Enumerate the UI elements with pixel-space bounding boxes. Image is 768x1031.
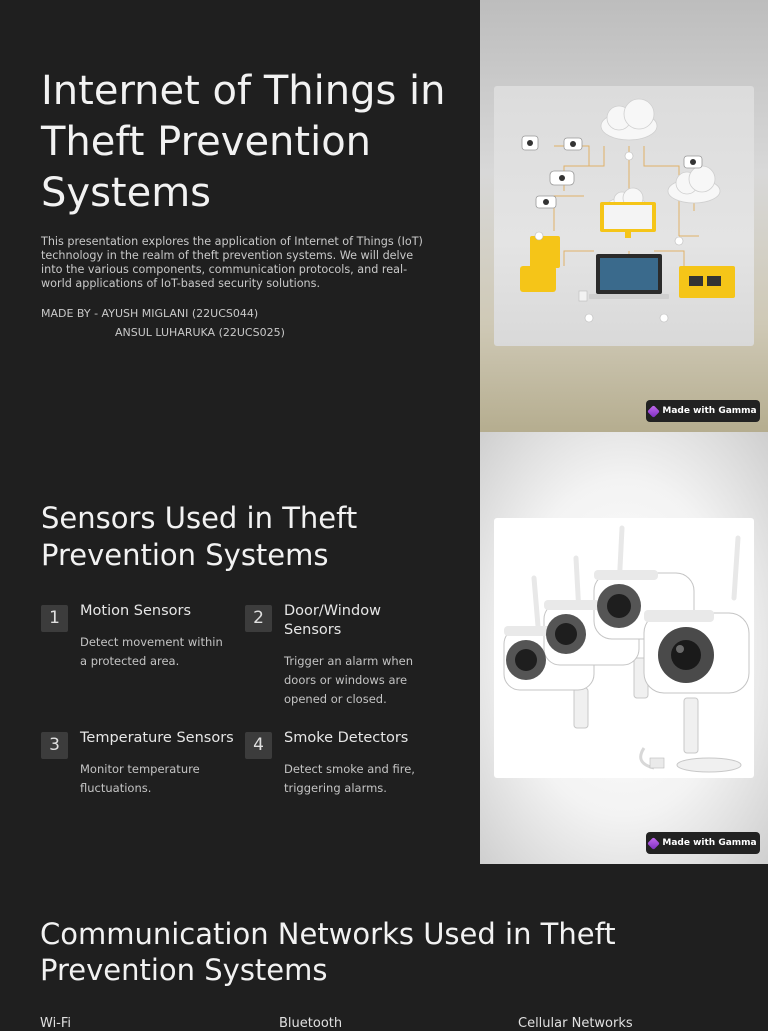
slide-title: Internet of Things in Theft Prevention Systems	[41, 68, 446, 216]
authors	[41, 304, 441, 342]
gamma-logo-icon	[648, 405, 661, 418]
sensor-name: Temperature Sensors	[80, 730, 234, 746]
sensor-desc: Trigger an alarm when doors or windows are opened or closed.	[284, 654, 414, 706]
network-item-bluetooth: Bluetooth	[279, 1016, 343, 1031]
network-item-wifi: Wi-Fi	[40, 1016, 72, 1031]
made-with-gamma-badge[interactable]	[646, 400, 760, 422]
camera-illustration	[494, 518, 754, 778]
made-with-gamma-badge[interactable]	[646, 832, 760, 854]
sensor-name: Smoke Detectors	[284, 730, 409, 746]
gamma-logo-icon	[648, 837, 661, 850]
sensor-name: Door/Window Sensors	[284, 603, 381, 638]
slide-intro	[0, 0, 768, 432]
sensor-number: 2	[245, 605, 272, 632]
iot-cloud-devices-icon	[494, 86, 754, 346]
author-line-1: MADE BY - AYUSH MIGLANI (22UCS044)	[41, 307, 259, 320]
sensors-title: Sensors Used in Theft Prevention Systems	[41, 501, 358, 572]
security-cameras-icon	[494, 518, 754, 778]
image-panel	[480, 0, 768, 432]
author-line-2: ANSUL LUHARUKA (22UCS025)	[115, 326, 285, 339]
networks-title: Communication Networks Used in Theft Prevention Systems	[40, 917, 616, 987]
network-item-cellular: Cellular Networks	[518, 1016, 633, 1031]
badge-label: Made with Gamma	[662, 406, 757, 416]
sensor-number: 3	[41, 732, 68, 759]
iot-illustration	[494, 86, 754, 346]
sensor-number: 4	[245, 732, 272, 759]
sensor-desc: Monitor temperature fluctuations.	[80, 762, 200, 795]
intro-paragraph: This presentation explores the application of Internet of Things (IoT) technology in the realm of theft prevention systems. We will delve into the various components, communication protocols, and real-world applications of IoT-based security solutions.	[41, 235, 423, 290]
image-panel	[480, 432, 768, 864]
badge-label: Made with Gamma	[662, 838, 757, 848]
sensor-desc: Detect movement within a protected area.	[80, 635, 223, 668]
sensor-desc: Detect smoke and fire, triggering alarms.	[284, 762, 415, 795]
sensor-number: 1	[41, 605, 68, 632]
sensor-name: Motion Sensors	[80, 603, 192, 619]
